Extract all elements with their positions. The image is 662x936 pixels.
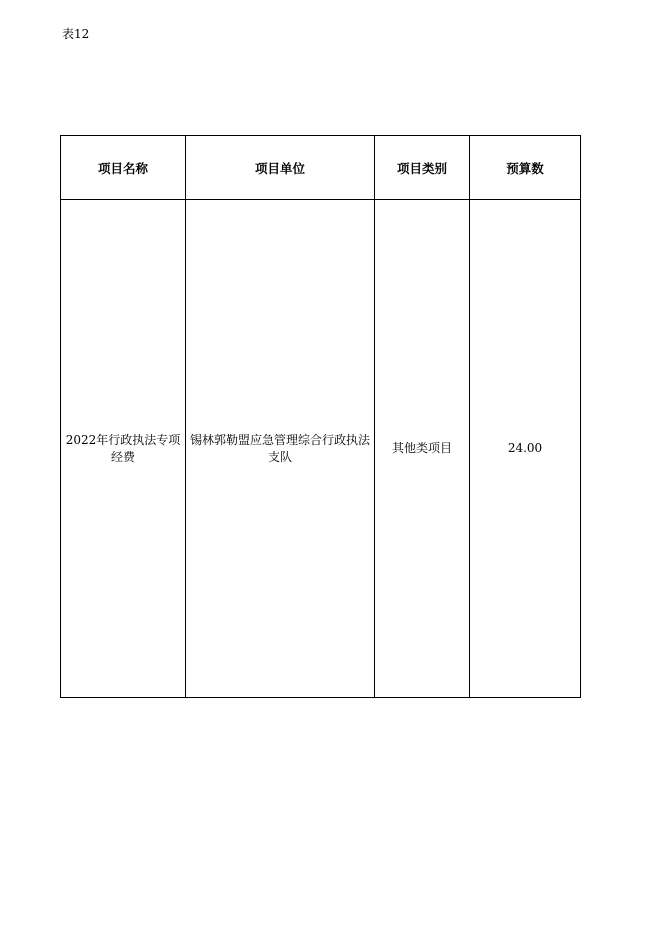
budget-table xyxy=(60,135,581,698)
header-budget-amount: 预算数 xyxy=(470,136,581,200)
header-row xyxy=(61,136,581,200)
header-project-unit: 项目单位 xyxy=(186,136,375,200)
cell-project-unit: 锡林郭勒盟应急管理综合行政执法支队 xyxy=(186,200,375,698)
table-label: 表12 xyxy=(62,27,90,41)
cell-project-name: 2022年行政执法专项经费 xyxy=(61,200,186,698)
header-project-name: 项目名称 xyxy=(61,136,186,200)
table-row xyxy=(61,200,581,698)
cell-budget-amount: 24.00 xyxy=(470,200,581,698)
header-project-category: 项目类别 xyxy=(375,136,470,200)
cell-project-category: 其他类项目 xyxy=(375,200,470,698)
